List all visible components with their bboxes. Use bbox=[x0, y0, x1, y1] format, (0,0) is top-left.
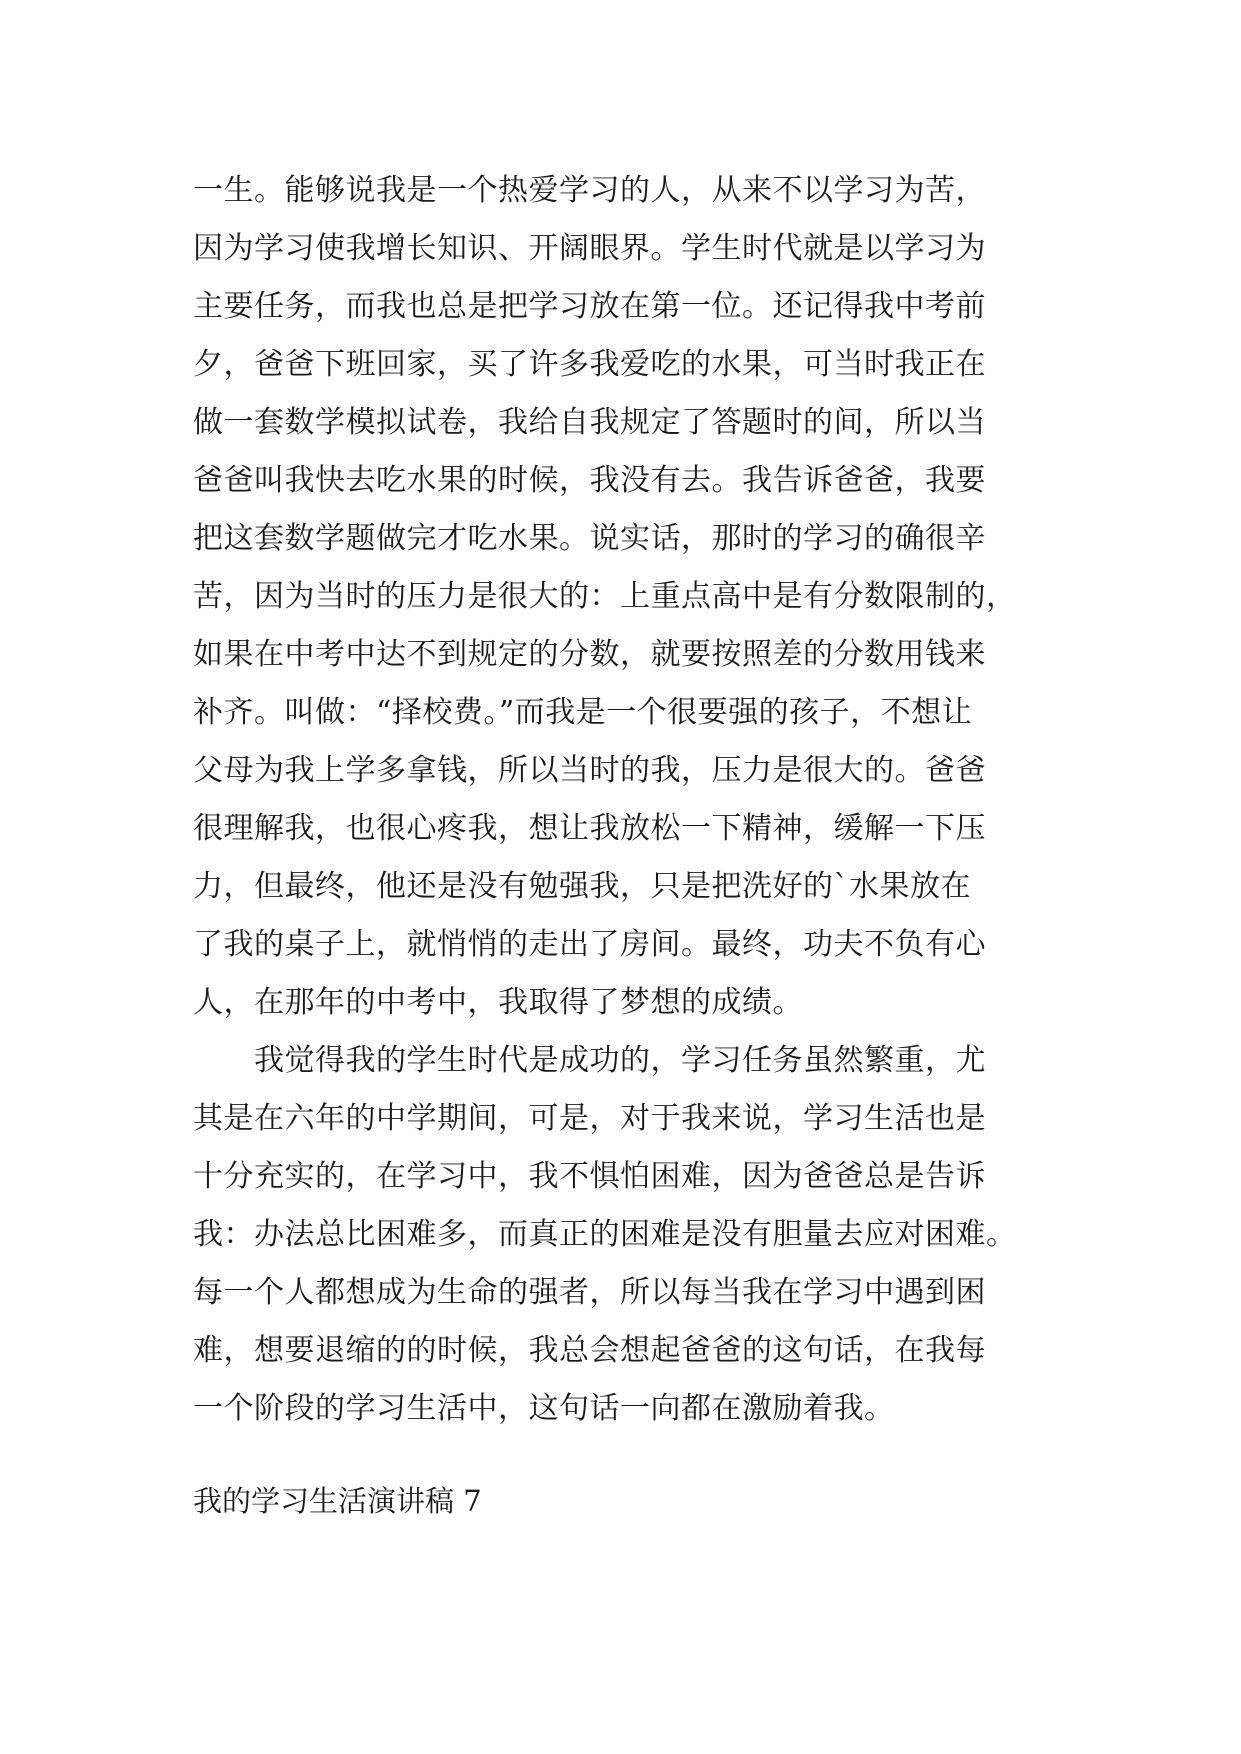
text-line: 了我的桌子上，就悄悄的走出了房间。最终，功夫不负有心 bbox=[193, 927, 986, 962]
text-line: 做一套数学模拟试卷，我给自我规定了答题时的间，所以当 bbox=[193, 405, 986, 440]
text-line: 如果在中考中达不到规定的分数，就要按照差的分数用钱来 bbox=[193, 637, 986, 672]
text-line: 力，但最终，他还是没有勉强我，只是把洗好的`水果放在 bbox=[193, 869, 971, 904]
text-line: 一生。能够说我是一个热爱学习的人，从来不以学习为苦， bbox=[193, 173, 986, 208]
text-line: 我：办法总比困难多，而真正的困难是没有胆量去应对困难。 bbox=[193, 1217, 1017, 1252]
text-line: 难，想要退缩的的时候，我总会想起爸爸的这句话，在我每 bbox=[193, 1333, 986, 1368]
text-line: 父母为我上学多拿钱，所以当时的我，压力是很大的。爸爸 bbox=[193, 753, 986, 788]
text-line: 每一个人都想成为生命的强者，所以每当我在学习中遇到困 bbox=[193, 1275, 986, 1310]
text-line: 因为学习使我增长知识、开阔眼界。学生时代就是以学习为 bbox=[193, 231, 986, 266]
text-line: 一个阶段的学习生活中，这句话一向都在激励着我。 bbox=[193, 1391, 895, 1426]
text-line: 夕，爸爸下班回家，买了许多我爱吃的水果，可当时我正在 bbox=[193, 347, 986, 382]
text-line: 把这套数学题做完才吃水果。说实话，那时的学习的确很辛 bbox=[193, 521, 986, 556]
text-line: 主要任务，而我也总是把学习放在第一位。还记得我中考前 bbox=[193, 289, 986, 324]
text-line: 十分充实的，在学习中，我不惧怕困难，因为爸爸总是告诉 bbox=[193, 1159, 986, 1194]
text-line: 补齐。叫做：“择校费。”而我是一个很要强的孩子，不想让 bbox=[193, 695, 973, 730]
body-text bbox=[193, 162, 1073, 1438]
text-line: 很理解我，也很心疼我，想让我放松一下精神，缓解一下压 bbox=[193, 811, 986, 846]
section-heading: 我的学习生活演讲稿 7 bbox=[193, 1484, 482, 1518]
text-line: 爸爸叫我快去吃水果的时候，我没有去。我告诉爸爸，我要 bbox=[193, 463, 986, 498]
text-line: 苦，因为当时的压力是很大的：上重点高中是有分数限制的， bbox=[193, 579, 1017, 614]
text-line: 其是在六年的中学期间，可是，对于我来说，学习生活也是 bbox=[193, 1101, 986, 1136]
text-line: 我觉得我的学生时代是成功的，学习任务虽然繁重，尤 bbox=[193, 1043, 986, 1078]
text-line: 人，在那年的中考中，我取得了梦想的成绩。 bbox=[193, 985, 803, 1020]
